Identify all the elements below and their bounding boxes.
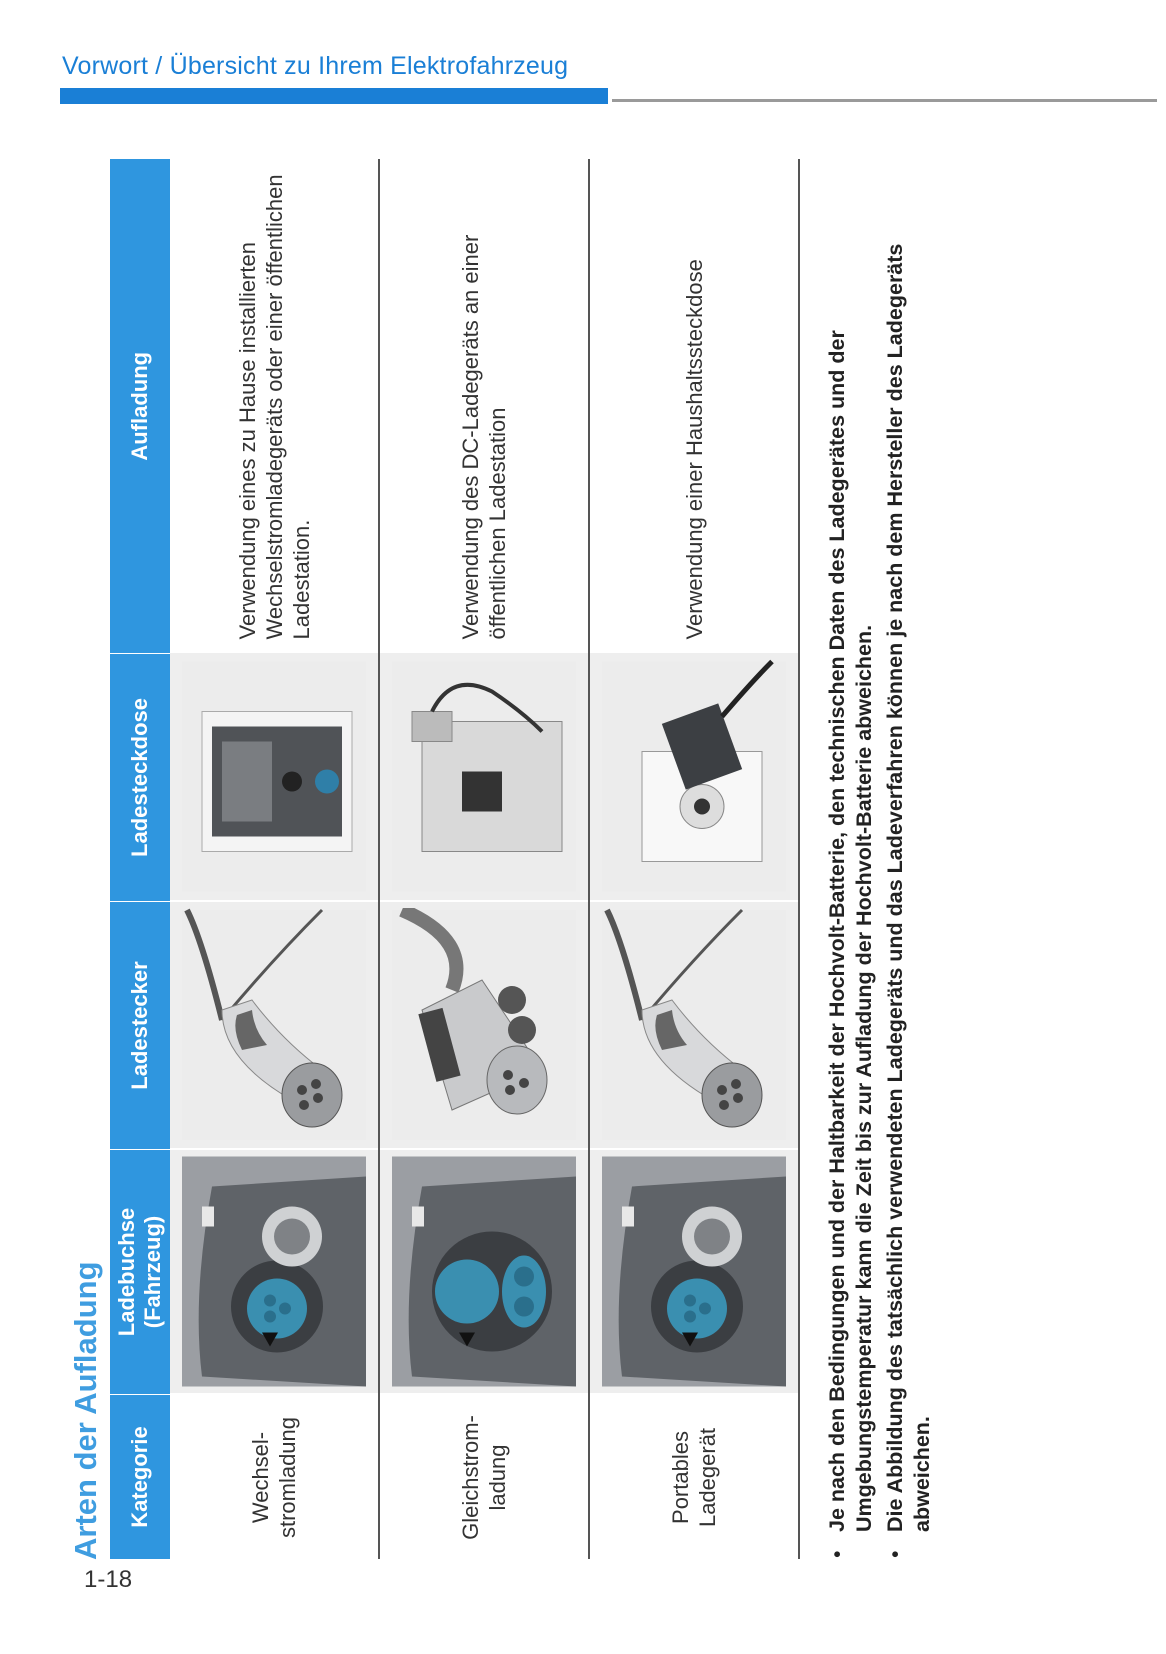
plug-cell [379, 902, 589, 1150]
col-header-aufladung: Aufladung [110, 160, 170, 654]
wallbox-image [182, 660, 366, 895]
charging-description-cell [379, 160, 589, 654]
vehicle-inlet-cell [170, 1150, 379, 1395]
charging-description-cell [589, 160, 799, 654]
header-rule [612, 99, 1157, 102]
page-number: 1-18 [84, 1566, 133, 1593]
header-accent-bar [60, 88, 608, 104]
vehicle-portable-inlet-image [602, 1157, 786, 1388]
charging-description: Verwendung eines zu Hause installierten Wechselstromladegeräts oder einer öffentlichen Ladestation. [234, 174, 314, 640]
col-header-kategorie: Kategorie [110, 1395, 170, 1560]
charging-description: Verwendung einer Haushaltssteckdose [681, 259, 707, 640]
table-row [589, 160, 799, 1560]
vehicle-inlet-cell [379, 1150, 589, 1395]
ac-plug-image [182, 909, 366, 1143]
note-item: • Die Abbildung des tatsächlich verwendeten Ladegeräts und das Ladeverfahren können je nach dem Hersteller des Ladegeräts abweichen. [882, 160, 936, 1532]
category-cell [379, 1395, 589, 1560]
page-header-title: Vorwort / Übersicht zu Ihrem Elektrofahrzeug [62, 52, 569, 80]
notes-list [824, 160, 936, 1560]
table-row [379, 160, 589, 1560]
section-title: Arten der Aufladung [68, 1261, 103, 1560]
socket-cell [589, 654, 799, 902]
socket-cell [170, 654, 379, 902]
charging-description-cell [170, 160, 379, 654]
category-label: Portables Ladegerät [668, 1427, 720, 1528]
vehicle-inlet-cell [589, 1150, 799, 1395]
vehicle-ac-inlet-image [182, 1157, 366, 1388]
portable-plug-image [602, 909, 786, 1143]
plug-cell [170, 902, 379, 1150]
table-row [170, 160, 379, 1560]
notes [824, 160, 940, 1560]
rotated-content [60, 160, 960, 1560]
charging-types-table [110, 160, 800, 1561]
col-header-ladebuchse: Ladebuchse (Fahrzeug) [110, 1150, 170, 1395]
dc-plug-image [392, 909, 576, 1143]
category-cell [589, 1395, 799, 1560]
category-label: Gleichstrom- ladung [458, 1415, 510, 1540]
category-label: Wechsel- stromladung [248, 1416, 300, 1539]
table-header-row [110, 160, 170, 1560]
col-header-ladesteckdose: Ladesteckdose [110, 654, 170, 902]
plug-cell [589, 902, 799, 1150]
vehicle-dc-inlet-image [392, 1157, 576, 1388]
note-item: • Je nach den Bedingungen und der Haltbarkeit der Hochvolt-Batterie, den technischen Daten des Ladegerätes und der Umgebungstemperatur kann die Zeit bis zur Aufladung der Hochvolt-Batterie abweichen. [824, 160, 878, 1532]
charging-description: Verwendung des DC-Ladegeräts an einer öffentlichen Ladestation [458, 234, 510, 640]
dc-charger-image [392, 660, 576, 895]
col-header-ladestecker: Ladestecker [110, 902, 170, 1150]
category-cell [170, 1395, 379, 1560]
socket-cell [379, 654, 589, 902]
household-socket-image [602, 660, 786, 895]
